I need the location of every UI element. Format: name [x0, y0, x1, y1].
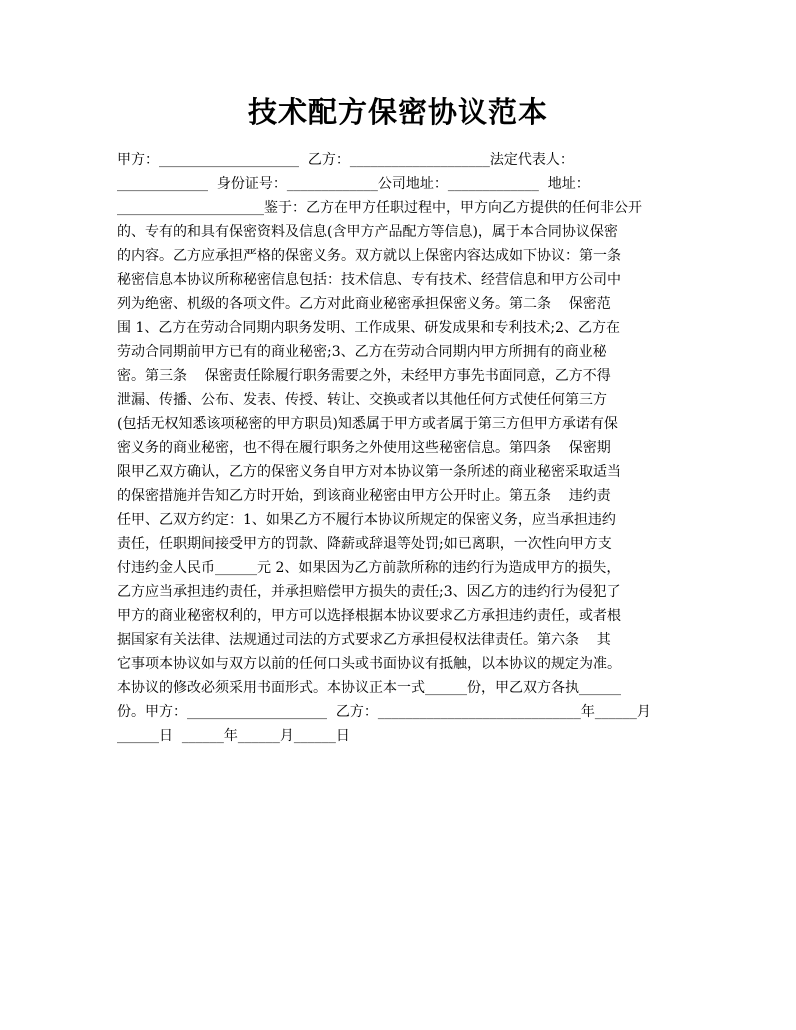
body-line: 劳动合同期前甲方已有的商业秘密;3、乙方在劳动合同期内甲方所拥有的商业秘 — [117, 344, 607, 360]
body-line: 限甲乙双方确认，乙方的保密义务自甲方对本协议第一条所述的商业秘密采取适当 — [117, 464, 621, 480]
body-line: 列为绝密、机级的各项文件。乙方对此商业秘密承担保密义务。第二条 保密范 — [117, 296, 611, 312]
body-line: _____________________鉴于：乙方在甲方任职过程中，甲方向乙方提供的任何非公开 — [117, 200, 642, 216]
body-line: 乙方应当承担违约责任，并承担赔偿甲方损失的责任;3、因乙方的违约行为侵犯了 — [117, 584, 621, 600]
body-line: (包括无权知悉该项秘密的甲方职员)知悉属于甲方或者属于第三方但甲方承诺有保 — [117, 416, 618, 432]
body-line: 密。第三条 保密责任除履行职务需要之外，未经甲方事先书面同意，乙方不得 — [117, 368, 611, 384]
body-line: 责任，任职期间接受甲方的罚款、降薪或辞退等处罚;如已离职，一次性向甲方支 — [117, 536, 612, 552]
body-line: 甲方的商业秘密权利的，甲方可以选择根据本协议要求乙方承担违约责任，或者根 — [117, 608, 621, 624]
body-line: ______日 ______年______月______日 — [117, 728, 350, 744]
body-line: 据国家有关法律、法规通过司法的方式要求乙方承担侵权法律责任。第六条 其 — [117, 632, 611, 648]
body-line: 付违约金人民币______元 2、如果因为乙方前款所称的违约行为造成甲方的损失， — [117, 560, 621, 576]
body-line: 任甲、乙双方约定：1、如果乙方不履行本协议所规定的保密义务，应当承担违约 — [117, 512, 616, 528]
document-title: 技术配方保密协议范本 — [247, 95, 548, 129]
body-line: 围 1、乙方在劳动合同期内职务发明、工作成果、研发成果和专利技术;2、乙方在 — [117, 320, 620, 336]
body-line: 的保密措施并告知乙方时开始，到该商业秘密由甲方公开时止。第五条 违约责 — [117, 488, 611, 504]
body-line: 的内容。乙方应承担严格的保密义务。双方就以上保密内容达成如下协议：第一条 — [117, 248, 621, 264]
body-line: 本协议的修改必须采用书面形式。本协议正本一式______份，甲乙双方各执______ — [117, 680, 621, 696]
body-line: 密义务的商业秘密，也不得在履行职务之外使用这些秘密信息。第四条 保密期 — [117, 440, 611, 456]
body-line: 甲方：____________________ 乙方：____________________法定代表人： — [117, 152, 574, 168]
body-line: 泄漏、传播、公布、发表、传授、转让、交换或者以其他任何方式使任何第三方 — [117, 392, 607, 408]
body-line: 份。甲方：____________________ 乙方：_____________________________年______月 — [117, 704, 651, 720]
body-line: 它事项本协议如与双方以前的任何口头或书面协议有抵触，以本协议的规定为准。 — [117, 656, 621, 672]
body-line: _____________ 身份证号：_____________公司地址：_____________ 地址： — [117, 176, 590, 192]
agreement-body — [117, 148, 683, 748]
body-line: 的、专有的和具有保密资料及信息(含甲方产品配方等信息)，属于本合同协议保密 — [117, 224, 618, 240]
body-line: 秘密信息本协议所称秘密信息包括：技术信息、专有技术、经营信息和甲方公司中 — [117, 272, 621, 288]
